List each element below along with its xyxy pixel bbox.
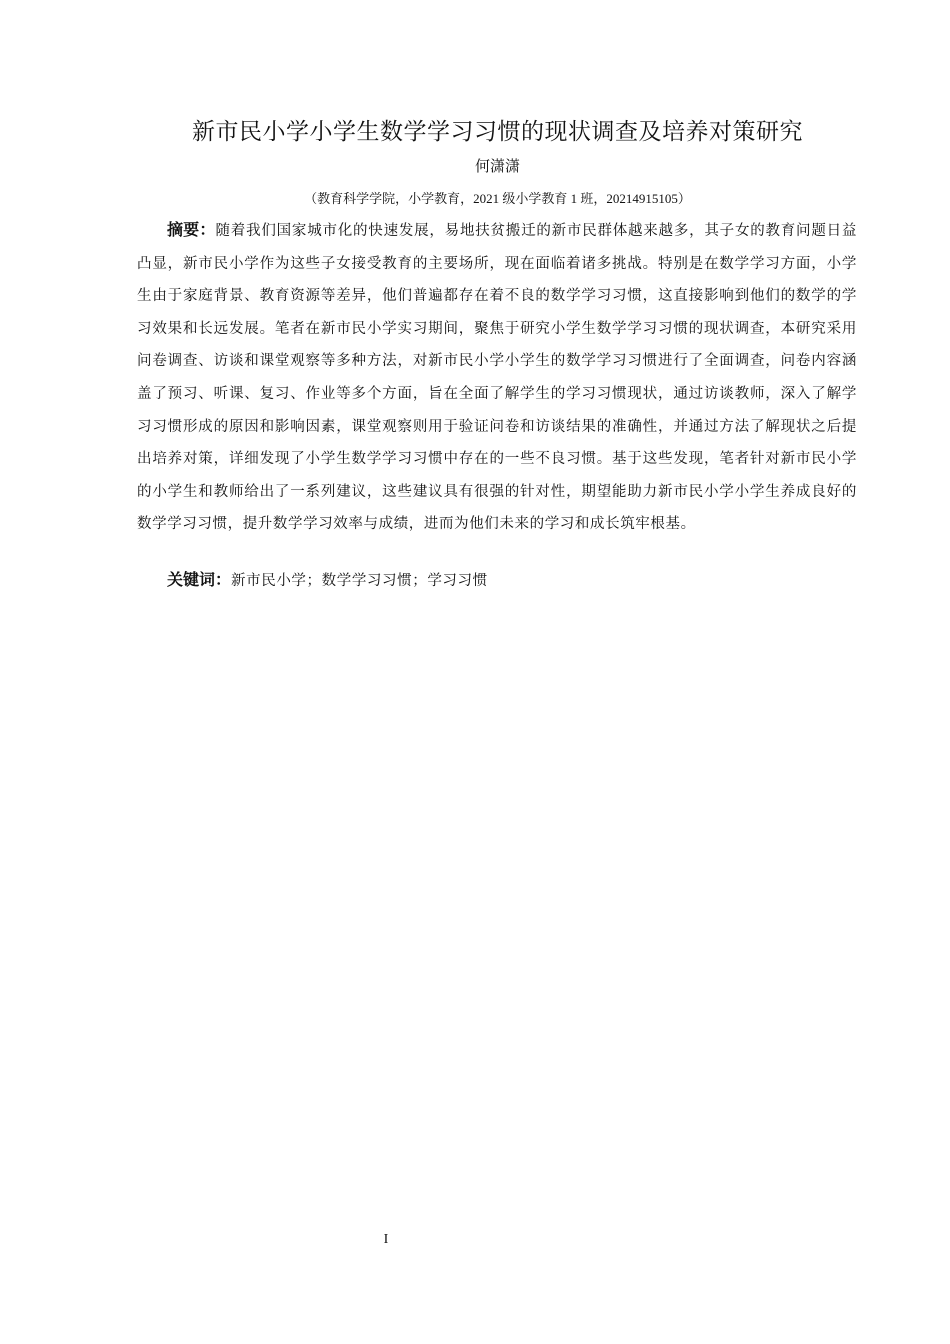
paper-title: 新市民小学小学生数学学习习惯的现状调查及培养对策研究 xyxy=(192,119,803,145)
author-affiliation: （教育科学学院，小学教育，2021 级小学教育 1 班，20214915105） xyxy=(304,191,691,206)
abstract-text: 随着我们国家城市化的快速发展，易地扶贫搬迁的新市民群体越来越多，其子女的教育问题日益凸显，新市民小学作为这些子女接受教育的主要场所，现在面临着诸多挑战。特别是在数学学习方面，小学生由于家庭背景、教育资源等差异，他们普遍都存在着不良的数学学习习惯，这直接影响到他们的数学的学习效果和长远发展。笔者在新市民小学实习期间，聚焦于研究小学生数学学习习惯的现状调查，本研究采用问卷调查、访谈和课堂观察等多种方法，对新市民小学小学生的数学学习习惯进行了全面调查，问卷内容涵盖了预习、听课、复习、作业等多个方面，旨在全面了解学生的学习习惯现状，通过访谈教师，深入了解学习习惯形成的原因和影响因素，课堂观察则用于验证问卷和访谈结果的准确性，并通过方法了解现状之后提出培养对策，详细发现了小学生数学学习习惯中存在的一些不良习惯。基于这些发现，笔者针对新市民小学的小学生和教师给出了一系列建议，这些建议具有很强的针对性，期望能助力新市民小学小学生养成良好的数学学习习惯，提升数学学习效率与成绩，进而为他们未来的学习和成长筑牢根基。 xyxy=(137,223,857,533)
keywords-label: 关键词： xyxy=(167,570,232,589)
abstract-label: 摘要： xyxy=(167,220,216,239)
author-name: 何潇潇 xyxy=(474,157,520,175)
page-number: I xyxy=(383,1232,389,1247)
keywords-text: 新市民小学；数学学习习惯；学习习惯 xyxy=(231,573,488,589)
keywords-line xyxy=(167,566,857,595)
abstract-paragraph xyxy=(137,214,857,541)
